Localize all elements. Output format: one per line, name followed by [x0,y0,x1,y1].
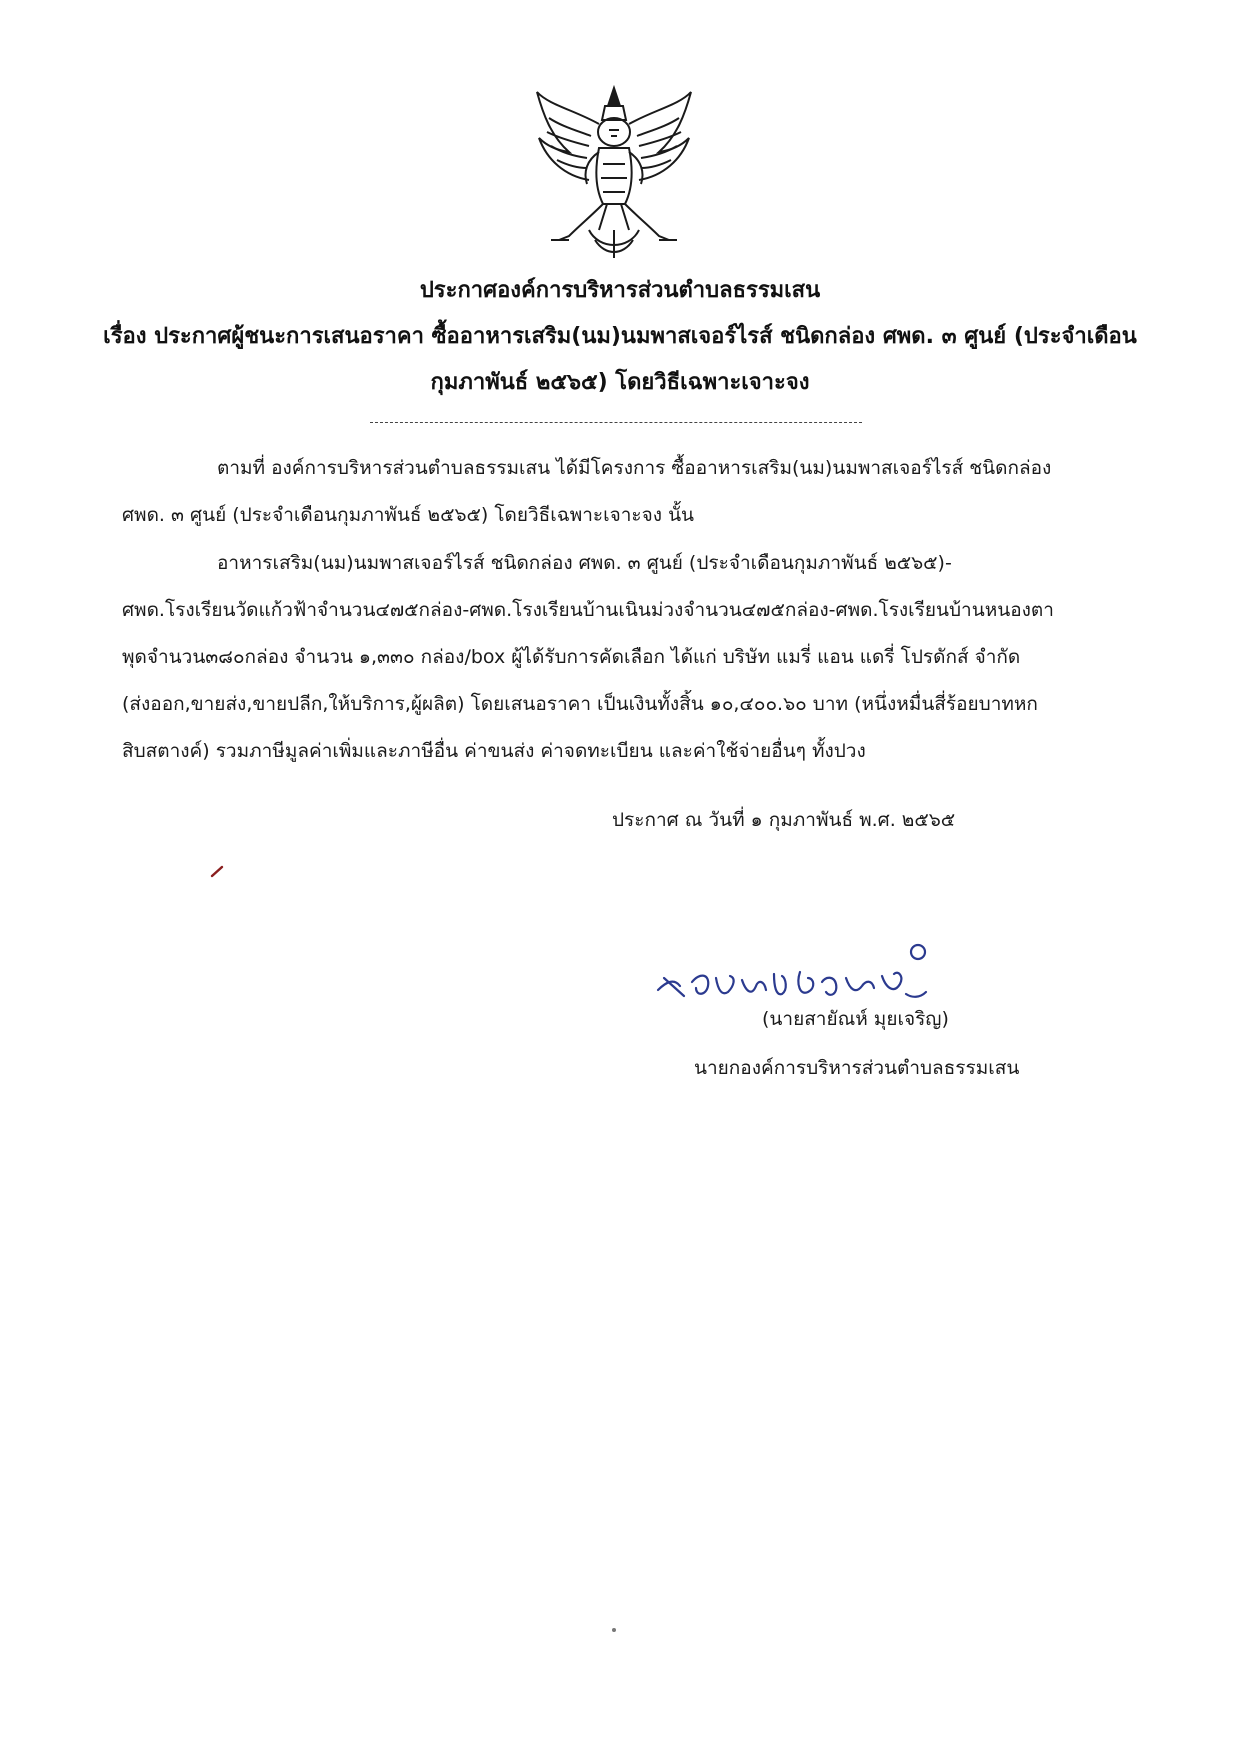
signatory-position: นายกองค์การบริหารส่วนตำบลธรรมเสน [694,1057,1020,1079]
garuda-emblem-icon [529,80,699,262]
document-title: ประกาศองค์การบริหารส่วนตำบลธรรมเสน [419,278,821,303]
paragraph-line: สิบสตางค์) รวมภาษีมูลค่าเพิ่มและภาษีอื่น ค่าขนส่ง ค่าจดทะเบียน และค่าใช้จ่ายอื่นๆ ทั้งปวง [122,740,866,762]
paragraph-line: พุดจำนวน๓๘๐กล่อง จำนวน ๑,๓๓๐ กล่อง/box ผู้ได้รับการคัดเลือก ได้แก่ บริษัท แมรี่ แอน แดรี่ โปรดักส์ จำกัด [122,646,1021,668]
paragraph-line: ศพด. ๓ ศูนย์ (ประจำเดือนกุมภาพันธ์ ๒๕๖๕) โดยวิธีเฉพาะเจาะจง นั้น [122,504,695,526]
subject-line-1: เรื่อง ประกาศผู้ชนะการเสนอราคา ซื้ออาหารเสริม(นม)นมพาสเจอร์ไรส์ ชนิดกล่อง ศพด. ๓ ศูนย์ (ประจำเดือน [103,324,1137,349]
paragraph-award [122,540,1122,775]
paragraph-line: ศพด.โรงเรียนวัดแก้วฟ้าจำนวน๔๗๕กล่อง-ศพด.โรงเรียนบ้านเนินม่วงจำนวน๔๗๕กล่อง-ศพด.โรงเรียนบ้านหนองตา [122,599,1054,621]
announcement-date: ประกาศ ณ วันที่ ๑ กุมภาพันธ์ พ.ศ. ๒๕๖๕ [612,809,956,831]
subject-line-2: กุมภาพันธ์ ๒๕๖๕) โดยวิธีเฉพาะเจาะจง [430,370,810,395]
scan-speck [612,1628,616,1632]
handwritten-signature [650,938,940,1008]
paragraph-line: อาหารเสริม(นม)นมพาสเจอร์ไรส์ ชนิดกล่อง ศพด. ๓ ศูนย์ (ประจำเดือนกุมภาพันธ์ ๒๕๖๕)- [217,552,952,574]
paragraph-line: (ส่งออก,ขายส่ง,ขายปลีก,ให้บริการ,ผู้ผลิต) โดยเสนอราคา เป็นเงินทั้งสิ้น ๑๐,๔๐๐.๖๐ บาท (หนึ่งหมื่นสี่ร้อยบาทหก [122,693,1038,715]
signatory-name: (นายสายัณห์ มุยเจริญ) [762,1008,949,1030]
paragraph-line: ตามที่ องค์การบริหารส่วนตำบลธรรมเสน ได้มีโครงการ ซื้ออาหารเสริม(นม)นมพาสเจอร์ไรส์ ชนิดกล่อง [217,457,1052,479]
paragraph-intro [122,445,1122,539]
stray-pen-mark [210,864,224,878]
divider-line [370,422,862,423]
